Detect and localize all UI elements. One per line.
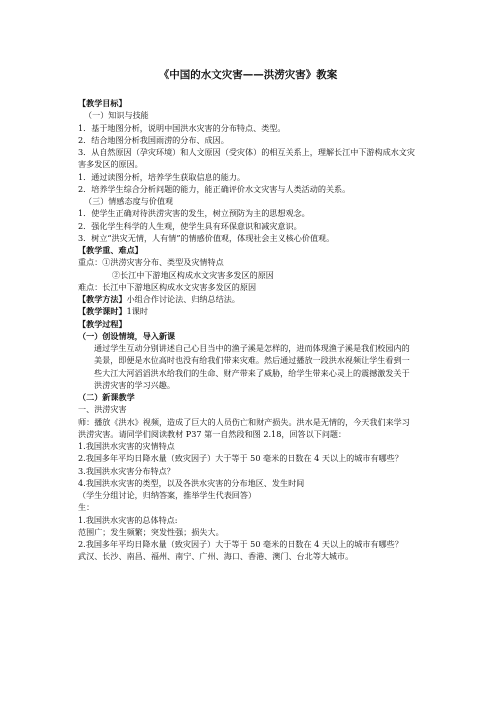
goal3-item: 2．强化学生科学的人生观，使学生具有环保意识和减灾意识。: [78, 220, 302, 231]
goal1-item: 3．从自然原因（孕灾环境）和人文原因（受灾体）的相互关系上，理解长江中下游构成水文灾害多发区的原因。: [78, 147, 415, 170]
answer-item: 2.我国多年平均日降水量（致灾因子）大于等于 50 毫米的日数在 4 天以上的城市有哪些？: [78, 539, 403, 549]
teacher-paragraph: 师：播放《洪水》视频，造成了巨大的人员伤亡和财产损失。洪水是无情的，今天我们来学习洪涝灾害。请同学们阅读教材 P37 第一自然段和图 2.18，回答以下问题：: [78, 416, 410, 439]
intro-paragraph: 通过学生互动分别讲述自己心目当中的渔子溪是怎样的，进而体现渔子溪是我们校园内的美景，即便是水位高时也没有给我们带来灾难。然后通过播放一段洪水视频让学生看到一些大江大河滔滔洪水给我们的生命、财产带来了威胁，给学生带来心灵上的震撼激发关于洪涝灾害的学习兴趣。: [94, 343, 410, 390]
goals-heading: 【教学目标】: [78, 98, 127, 108]
new-lesson-heading: （二）新课教学: [78, 392, 135, 402]
document-body: [78, 97, 416, 563]
goal3-heading: （三）情感态度与价值观: [84, 196, 174, 206]
question-item: 2.我国多年平均日降水量（致灾因子）大于等于 50 毫米的日数在 4 天以上的城市有哪些？: [78, 453, 403, 464]
answer-detail: 范围广；发生频繁；突发性强；损失大。: [78, 526, 224, 537]
goal3-item: 3．树立“洪灾无情，人有情”的情感价值观，体现社会主义核心价值观。: [78, 232, 335, 243]
difficulty-point: 难点：长江中下游地区构成水文灾害多发区的原因: [78, 281, 257, 292]
goal2-item: 1．通过读图分析，培养学生获取信息的能力。: [78, 171, 246, 182]
process-heading: 【教学过程】: [78, 318, 127, 329]
key-heading: 【教学重、难点】: [78, 245, 143, 255]
hours-line: [78, 305, 416, 317]
question-item: 1.我国洪水灾害的灾情特点: [78, 441, 175, 451]
key-point-1: 重点：①洪涝灾害分布、类型及灾情特点: [78, 257, 224, 268]
method-label: 【教学方法】: [78, 294, 127, 304]
key-point-2: ②长江中下游地区构成水文灾害多发区的原因: [112, 269, 274, 280]
goal1-item: 1．基于地图分析，说明中国洪水灾害的分布特点、类型。: [78, 122, 286, 133]
intro-heading: （一）创设情境，导入新课: [78, 330, 176, 341]
goal3-item: 1．使学生正确对待洪涝灾害的发生，树立预防为主的思想观念。: [78, 208, 310, 219]
hours-label: 【教学课时】: [78, 306, 127, 317]
method-line: [78, 293, 416, 305]
method-text: 小组合作讨论法、归纳总结法。: [126, 294, 240, 304]
student-label: 生：: [78, 502, 95, 513]
goal1-heading: （一）知识与技能: [84, 110, 149, 121]
answer-item: 1.我国洪水灾害的总体特点:: [78, 514, 178, 525]
answer-cities: 武汉、长沙、南昌、福州、南宁、广州、海口、香港、澳门、台北等大城市。: [78, 551, 354, 562]
goal2-item: 2．培养学生综合分析问题的能力，能正确评价水文灾害与人类活动的关系。: [78, 183, 351, 194]
question-item: 3.我国洪水灾害分布特点？: [78, 465, 175, 476]
group-note: （学生分组讨论，归纳答案，推举学生代表回答）: [78, 490, 257, 500]
section-heading: 一、洪涝灾害: [78, 404, 127, 415]
question-item: 4.我国洪水灾害的类型，以及各洪水灾害的分布地区、发生时间: [78, 477, 305, 488]
goal1-item: 2．结合地图分析我国雨涝的分布、成因。: [78, 134, 229, 145]
hours-text: 1课时: [126, 306, 148, 317]
document-title: 《中国的水文灾害——洪涝灾害》教案: [158, 69, 338, 81]
